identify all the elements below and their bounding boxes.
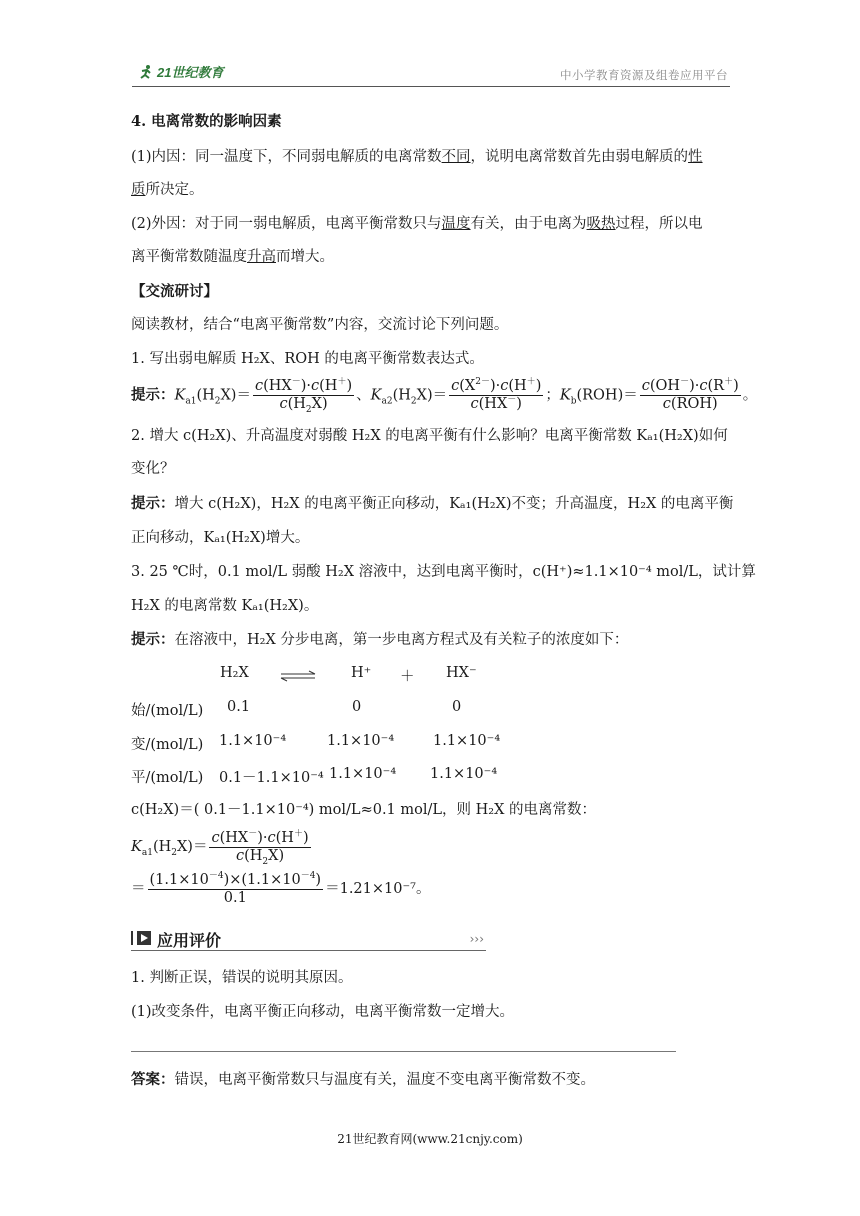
hint-1-formulas: 提示：$K_{a1}(H_2X)=$ $\frac{c(HX^-)\cdot c(H^+)}{c(H_2X)}$ 、$K_{a2}(H_2X)=$ $\frac{c(X^{2-})\cdot c(H^+)}{c(HX^-)}$ ；$K_b(ROH)=$ $\frac{c(OH^-)\cdot c(R^+)}{\text{c(ROH)}}$ 。 xyxy=(131,377,758,415)
plus-sign: ＋ xyxy=(400,669,415,685)
play-icon xyxy=(131,931,147,945)
runner-logo-icon xyxy=(138,64,154,80)
page-header xyxy=(132,58,730,87)
application-banner xyxy=(131,928,486,951)
ka1-expression: $K_{a1}(H_2X)=$ $\frac{c(HX^-)\cdot c(H^+)}{c(H_2X)}$ xyxy=(131,828,309,867)
exchange-intro: 阅读教材，结合“电离平衡常数”内容，交流讨论下列问题。 xyxy=(131,317,509,333)
question-2-line2: 变化？ xyxy=(131,461,175,477)
hint-2-line1: 提示：增大 c(H₂X)，H₂X 的电离平衡正向移动，Kₐ₁(H₂X)不变；升高温度，H₂X 的电离平衡 xyxy=(131,495,734,512)
logo xyxy=(138,62,223,81)
external-factor-line2: 离平衡常数随温度升高而增大。 xyxy=(131,249,334,265)
page-footer: 21世纪教育网(www.21cnjy.com) xyxy=(337,1132,523,1146)
hint-3-intro: 提示：在溶液中，H₂X 分步电离，第一步电离方程式及有关粒子的浓度如下： xyxy=(131,631,629,648)
answer-blank-line xyxy=(131,1051,676,1052)
application-question-1: 1. 判断正误，错误的说明其原因。 xyxy=(131,970,353,986)
question-3-line2: H₂X 的电离常数 Kₐ₁(H₂X)。 xyxy=(131,598,319,614)
section-title: 4. 电离常数的影响因素 xyxy=(131,113,282,130)
chevrons-icon: ››› xyxy=(469,932,484,946)
application-question-1-1: (1)改变条件，电离平衡正向移动，电离平衡常数一定增大。 xyxy=(131,1004,515,1020)
exchange-heading: 【交流研讨】 xyxy=(131,283,218,300)
species-hx-minus: HX⁻ xyxy=(446,665,477,681)
answer-line: 答案：错误，电离平衡常数只与温度有关，温度不变电离平衡常数不变。 xyxy=(131,1071,595,1088)
equilibrium-arrow-icon xyxy=(279,670,317,682)
internal-factor-line1: (1)内因：同一温度下，不同弱电解质的电离常数不同，说明电离常数首先由弱电解质的性 xyxy=(131,149,703,165)
question-3-line1: 3. 25 ℃时，0.1 mol/L 弱酸 H₂X 溶液中，达到电离平衡时，c(H⁺)≈1.1×10⁻⁴ mol/L，试计算 xyxy=(131,564,756,580)
ka1-calculation: ＝ $\frac{(1.1\times 10^{-4})\times(1.1\times 10^{-4})}{0.1}$ ＝1.21×10⁻⁷。 xyxy=(131,870,431,906)
external-factor-line1: (2)外因：对于同一弱电解质，电离平衡常数只与温度有关，由于电离为吸热过程，所以电 xyxy=(131,216,703,232)
species-h-plus: H⁺ xyxy=(351,665,372,681)
internal-factor-line2: 质所决定。 xyxy=(131,182,204,198)
concentration-line: c(H₂X)＝( 0.1－1.1×10⁻⁴) mol/L≈0.1 mol/L，则 H₂X 的电离常数： xyxy=(131,802,597,818)
platform-name: 中小学教育资源及组卷应用平台 xyxy=(560,70,728,82)
question-1: 1. 写出弱电解质 H₂X、ROH 的电离平衡常数表达式。 xyxy=(131,351,484,367)
logo-text: 21世纪教育 xyxy=(157,65,224,80)
hint-2-line2: 正向移动，Kₐ₁(H₂X)增大。 xyxy=(131,530,310,546)
question-2-line1: 2. 增大 c(H₂X)、升高温度对弱酸 H₂X 的电离平衡有什么影响？电离平衡常数 Kₐ₁(H₂X)如何 xyxy=(131,428,728,444)
species-h2x: H₂X xyxy=(220,665,249,681)
banner-title: 应用评价 xyxy=(157,933,222,950)
